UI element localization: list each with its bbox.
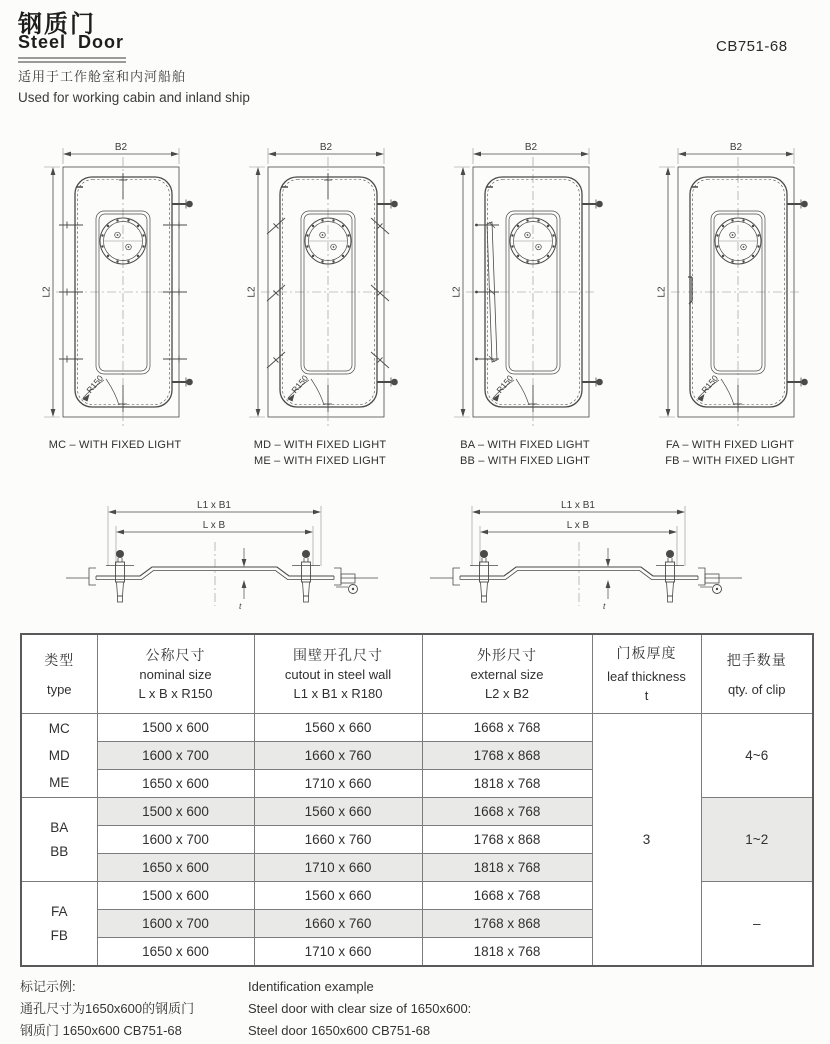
col-external-zh: 外形尺寸 — [477, 647, 537, 663]
col-external-formula: L2 x B2 — [484, 686, 530, 701]
svg-text:t: t — [239, 601, 242, 611]
size-cell: 1818 x 768 — [422, 854, 592, 882]
door-diagram-2 — [225, 140, 415, 470]
col-nominal-en: nominal size — [139, 667, 212, 682]
col-external-en: external size — [470, 667, 544, 682]
col-cutout-zh: 围壁开孔尺寸 — [293, 647, 383, 663]
col-thickness-zh: 门板厚度 — [616, 645, 677, 661]
type-label: MD — [48, 748, 70, 763]
clip-qty-cell: 4~6 — [701, 714, 813, 798]
specification-table — [20, 633, 814, 967]
size-cell: 1560 x 660 — [254, 882, 422, 910]
col-thickness-en: leaf thickness — [607, 669, 686, 684]
svg-text:R150: R150 — [699, 373, 721, 396]
svg-text:L2: L2 — [41, 286, 53, 298]
page-title-en: Steel Door — [18, 32, 125, 52]
col-type-en: type — [46, 681, 72, 697]
size-cell: 1650 x 600 — [97, 770, 254, 798]
col-nominal-zh: 公称尺寸 — [145, 647, 206, 663]
door-caption: FB – WITH FIXED LIGHT — [665, 455, 795, 467]
footer-label-zh: 标记示例: — [20, 979, 76, 994]
size-cell: 1818 x 768 — [422, 770, 592, 798]
col-header-nominal — [97, 634, 254, 714]
svg-text:L x B: L x B — [566, 520, 590, 531]
type-cell — [21, 798, 97, 882]
type-label: MC — [48, 721, 70, 736]
title-underline-top — [18, 57, 126, 59]
door-caption: FA – WITH FIXED LIGHT — [665, 439, 795, 451]
section-drawing — [412, 492, 772, 624]
door-drawing — [20, 140, 210, 434]
svg-text:B2: B2 — [524, 142, 538, 153]
svg-text:L2: L2 — [656, 286, 668, 298]
svg-text:L2: L2 — [451, 286, 463, 298]
size-cell: 1660 x 760 — [254, 826, 422, 854]
footer-line2-en: Steel door 1650x600 CB751-68 — [248, 1023, 431, 1038]
size-cell: 1660 x 760 — [254, 910, 422, 938]
size-cell: 1660 x 760 — [254, 742, 422, 770]
size-cell: 1668 x 768 — [422, 882, 592, 910]
col-nominal-formula: L x B x R150 — [138, 686, 213, 701]
col-header-external — [422, 634, 592, 714]
type-cell — [21, 882, 97, 967]
title-underline-bottom — [18, 61, 126, 63]
door-caption: MD – WITH FIXED LIGHT — [253, 439, 387, 451]
door-drawing — [225, 140, 415, 434]
col-thickness-formula: t — [644, 688, 649, 703]
svg-text:B2: B2 — [114, 142, 128, 153]
type-label: FA — [50, 903, 68, 919]
door-caption: ME – WITH FIXED LIGHT — [254, 455, 386, 467]
size-cell: 1818 x 768 — [422, 938, 592, 967]
door-drawing — [635, 140, 825, 434]
subtitle-en: Used for working cabin and inland ship — [18, 90, 250, 105]
size-cell: 1500 x 600 — [97, 882, 254, 910]
table-row — [21, 714, 813, 742]
door-diagram-4 — [635, 140, 825, 470]
col-header-thickness — [592, 634, 701, 714]
svg-text:t: t — [603, 601, 606, 611]
cross-section-1 — [48, 492, 408, 624]
col-clip-zh: 把手数量 — [726, 651, 787, 668]
footer-line2-zh: 钢质门 1650x600 CB751-68 — [20, 1023, 182, 1038]
size-cell: 1668 x 768 — [422, 798, 592, 826]
svg-text:R150: R150 — [84, 373, 106, 396]
size-cell: 1500 x 600 — [97, 714, 254, 742]
type-label: ME — [49, 775, 70, 790]
door-diagram-1 — [20, 140, 210, 470]
col-header-type — [21, 634, 97, 714]
size-cell: 1560 x 660 — [254, 714, 422, 742]
type-label: BA — [50, 819, 69, 835]
footer-zh — [20, 976, 194, 1042]
clip-qty-cell: – — [701, 882, 813, 967]
svg-text:L1 x B1: L1 x B1 — [561, 500, 595, 511]
door-caption: MC – WITH FIXED LIGHT — [48, 439, 182, 451]
svg-text:R150: R150 — [494, 373, 516, 396]
type-cell — [21, 714, 97, 798]
size-cell: 1600 x 700 — [97, 742, 254, 770]
size-cell: 1650 x 600 — [97, 938, 254, 967]
section-drawing — [48, 492, 408, 624]
svg-text:L1 x B1: L1 x B1 — [197, 500, 231, 511]
footer-en — [248, 976, 471, 1042]
footer-line1-en: Steel door with clear size of 1650x600: — [248, 1001, 472, 1016]
type-label: BB — [50, 843, 69, 859]
clip-qty-cell: 1~2 — [701, 798, 813, 882]
size-cell: 1710 x 660 — [254, 854, 422, 882]
size-cell: 1768 x 868 — [422, 910, 592, 938]
size-cell: 1710 x 660 — [254, 938, 422, 967]
size-cell: 1668 x 768 — [422, 714, 592, 742]
door-caption: BB – WITH FIXED LIGHT — [459, 455, 591, 467]
svg-text:B2: B2 — [729, 142, 743, 153]
door-drawing — [430, 140, 620, 434]
size-cell: 1650 x 600 — [97, 854, 254, 882]
col-header-clip — [701, 634, 813, 714]
size-cell: 1710 x 660 — [254, 770, 422, 798]
type-label: FB — [50, 927, 68, 943]
col-cutout-formula: L1 x B1 x R180 — [293, 686, 383, 701]
svg-text:L x B: L x B — [202, 520, 226, 531]
footer-line1-zh: 通孔尺寸为1650x600的钢质门 — [20, 1001, 195, 1016]
subtitle-zh: 适用于工作舱室和内河船舶 — [18, 69, 187, 84]
cross-section-2 — [412, 492, 772, 624]
col-header-cutout — [254, 634, 422, 714]
svg-text:B2: B2 — [319, 142, 333, 153]
col-type-zh: 类型 — [44, 651, 75, 668]
footer-label-en: Identification example — [248, 979, 374, 994]
size-cell: 1768 x 868 — [422, 742, 592, 770]
size-cell: 1600 x 700 — [97, 826, 254, 854]
door-caption: BA – WITH FIXED LIGHT — [460, 439, 590, 451]
page-title-zh: 钢质门 — [18, 11, 96, 38]
door-diagram-3 — [430, 140, 620, 470]
svg-text:L2: L2 — [246, 286, 258, 298]
size-cell: 1768 x 868 — [422, 826, 592, 854]
table-header-row — [21, 634, 813, 714]
size-cell: 1500 x 600 — [97, 798, 254, 826]
size-cell: 1560 x 660 — [254, 798, 422, 826]
col-clip-en: qty. of clip — [727, 681, 786, 697]
standard-code: CB751-68 — [716, 38, 788, 55]
col-cutout-en: cutout in steel wall — [284, 667, 392, 682]
size-cell: 1600 x 700 — [97, 910, 254, 938]
svg-text:R150: R150 — [289, 373, 311, 396]
leaf-thickness-cell: 3 — [592, 714, 701, 967]
